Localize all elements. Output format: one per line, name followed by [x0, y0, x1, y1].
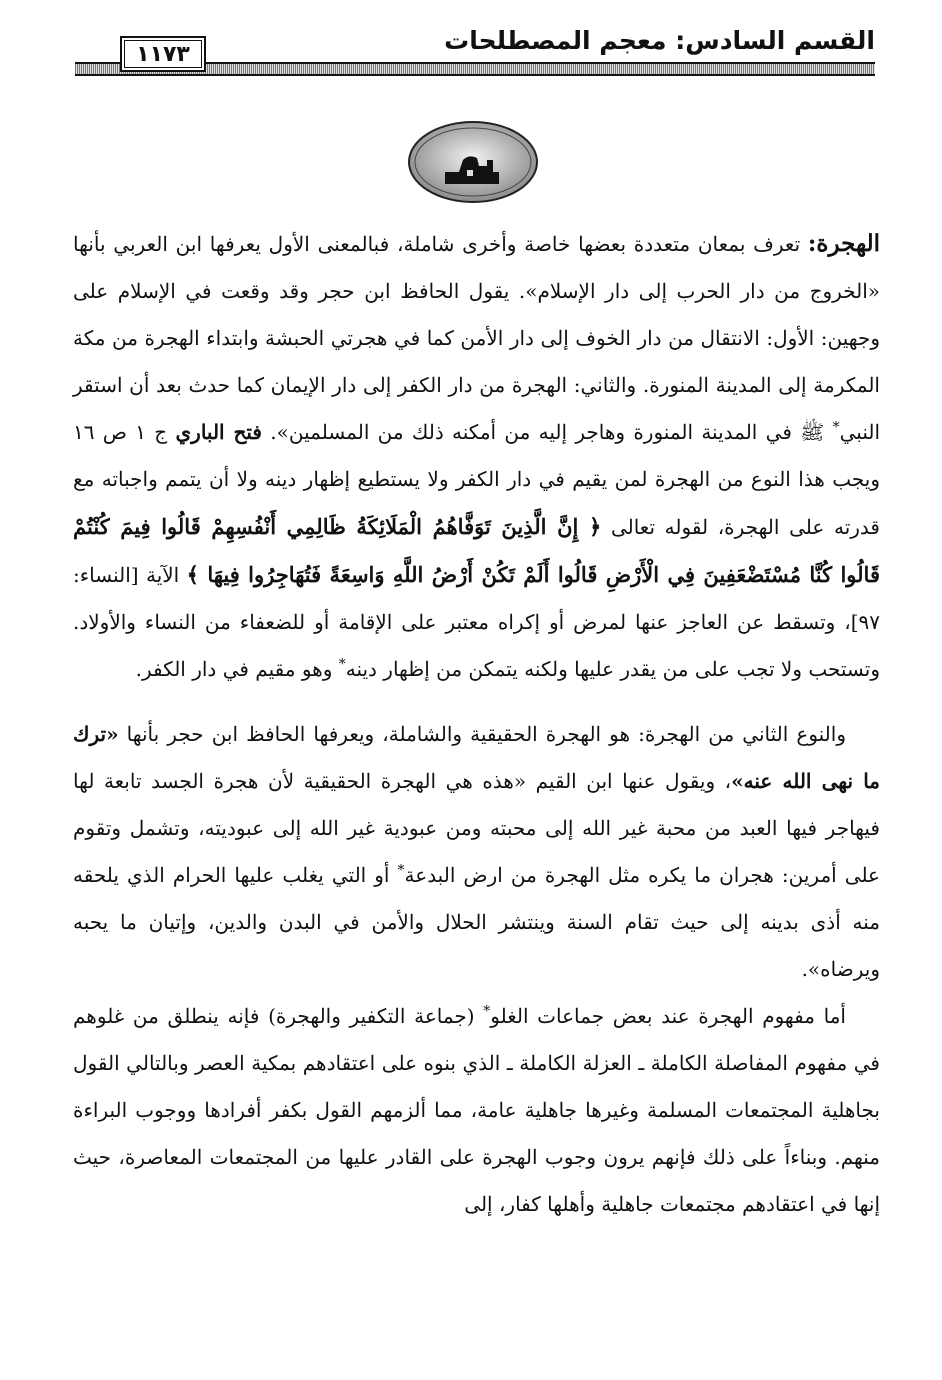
- running-header: [75, 22, 875, 76]
- cross-reference-star: *: [397, 862, 405, 879]
- page-body: [73, 220, 880, 1228]
- cross-reference-star: *: [483, 1003, 491, 1020]
- paragraph-gap: [73, 693, 880, 711]
- text-run: أما مفهوم الهجرة عند بعض جماعات الغلو: [490, 1004, 846, 1028]
- quran-verse: ﴿ إِنَّ الَّذِينَ تَوَفَّاهُمُ الْمَلَائِكَةُ ظَالِمِي أَنْفُسِهِمْ قَالُوا فِيمَ كُنْتُمْ قَالُوا كُنَّا مُسْتَضْعَفِينَ فِي الْأَرْضِ قَالُوا أَلَمْ تَكُنْ أَرْضُ اللَّهِ وَاسِعَةً فَتُهَاجِرُوا فِيهَا ﴾: [73, 514, 880, 587]
- paragraph-second-type: [73, 711, 880, 993]
- text-run: ج ١ ص ١٦ ويجب هذا النوع من الهجرة لمن يقيم في دار الكفر ولا يستطيع إظهار دينه ولا أن يتمم واجباته مع قدرته على الهجرة، لقوله تعالى: [73, 420, 880, 539]
- decorative-medallion-icon: [407, 120, 539, 204]
- text-run: أو التي يغلب عليها الحرام الذي يلحقه منه أذى بدينه إلى حيث تقام السنة وينتشر الحلال والأمن في البدن والدين، وإتيان ما يحبه ويرضاه».: [73, 863, 880, 981]
- text-run: ، ويقول عنها ابن القيم «هذه هي الهجرة الحقيقية لأن هجرة الجسد تابعة لها فيهاجر فيها العبد من محبة غير الله إلى محبته ومن عبودية غير الله إلى عبوديته، وتشمل وتقوم على أمرين: هجران ما يكره مثل الهجرة من ارض البدعة: [73, 769, 880, 887]
- cross-reference-star: *: [338, 656, 346, 673]
- source-citation: فتح الباري: [175, 420, 262, 444]
- text-run: الآية [النساء: ٩٧]، وتسقط عن العاجز عنها لمرض أو إكراه معتبر على الإقامة أو للضعفاء من النساء والأولاد. وتستحب ولا تجب على من يقدر عليها ولكنه يتمكن من إظهار دينه: [73, 563, 880, 681]
- paragraph-hijra-definition: [73, 220, 880, 693]
- bold-quote: «ترك ما نهى الله عنه»: [73, 722, 880, 793]
- section-title: القسم السادس: معجم المصطلحات: [444, 26, 875, 55]
- text-run: ﷺ في المدينة المنورة وهاجر إليه من أمكنه ذلك من المسلمين».: [262, 420, 833, 444]
- text-run: والنوع الثاني من الهجرة: هو الهجرة الحقيقية والشاملة، ويعرفها الحافظ ابن حجر بأنها: [118, 722, 846, 746]
- paragraph-extremist-concept: [73, 993, 880, 1228]
- page-number: ١١٧٣: [120, 36, 206, 72]
- term-heading: الهجرة:: [807, 230, 880, 257]
- text-run: تعرف بمعان متعددة بعضها خاصة وأخرى شاملة، فبالمعنى الأول يعرفها ابن العربي بأنها «الخروج من دار الحرب إلى دار الإسلام». يقول الحافظ ابن حجر وقد وقعت في الإسلام على وجهين: الأول: الانتقال من دار الخوف إلى دار الأمن كما في هجرتي الحبشة وابتداء الهجرة من مكة المكرمة إلى المدينة المنورة. والثاني: الهجرة من دار الكفر إلى دار الإيمان كما حدث بعد أن استقر النبي: [73, 232, 881, 444]
- text-run: (جماعة التكفير والهجرة) فإنه ينطلق من غلوهم في مفهوم المفاصلة الكاملة ـ العزلة الكاملة ـ الذي بنوه على اعتقادهم بمكية العصر وبالتالي القول بجاهلية المجتمعات المسلمة وغيرها جاهلية عامة، مما ألزمهم القول بكفر أفرادها ووجوب البراءة منهم. وبناءاً على ذلك فإنهم يرون وجوب الهجرة على القادر عليها من المجتمعات المعاصرة، حيث إنها في اعتقادهم مجتمعات جاهلية وأهلها كفار، إلى: [73, 1004, 880, 1216]
- cross-reference-star: *: [832, 419, 840, 436]
- text-run: وهو مقيم في دار الكفر.: [135, 657, 339, 681]
